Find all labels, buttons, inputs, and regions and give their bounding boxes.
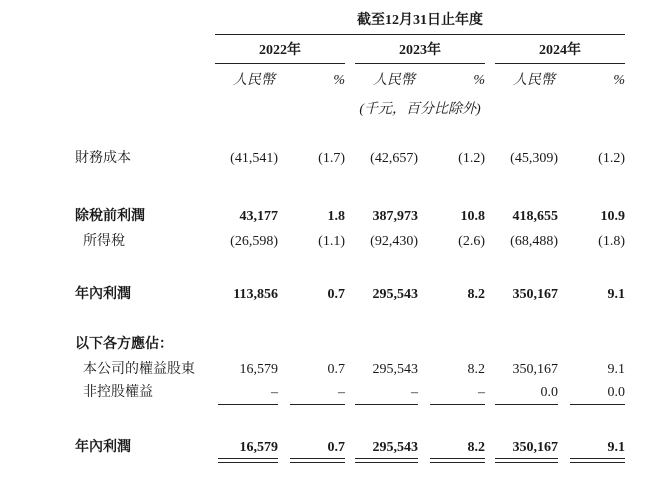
amount-cell: (26,598) [230, 234, 278, 249]
double-rule-2024-amt-bottom [495, 462, 558, 463]
amount-cell: 0.0 [540, 385, 558, 400]
percent-cell: 1.8 [327, 209, 345, 224]
double-rule-2023-amt-top [355, 458, 418, 459]
row-label: 本公司的權益股東 [83, 362, 195, 377]
amount-cell: (45,309) [510, 151, 558, 166]
amount-cell: 387,973 [372, 209, 418, 224]
amount-cell: (68,488) [510, 234, 558, 249]
amount-cell: 295,543 [372, 287, 418, 302]
period-underline [215, 34, 625, 35]
percent-cell: (1.2) [458, 151, 485, 166]
percent-header-2022: % [333, 73, 345, 88]
row-label: 以下各方應佔： [75, 337, 173, 352]
row-label: 年內利潤 [75, 440, 131, 455]
currency-header-2023: 人民幣 [373, 73, 415, 88]
currency-header-2024: 人民幣 [513, 73, 555, 88]
amount-cell: 295,543 [372, 440, 418, 455]
amount-cell: (42,657) [370, 151, 418, 166]
double-rule-2023-pct-bottom [430, 462, 485, 463]
double-rule-2024-pct-bottom [570, 462, 625, 463]
double-rule-2022-amt-top [218, 458, 278, 459]
percent-cell: 0.7 [327, 287, 345, 302]
percent-cell: (1.7) [318, 151, 345, 166]
row-label: 非控股權益 [83, 385, 153, 400]
percent-cell: 10.8 [460, 209, 485, 224]
percent-cell: 9.1 [607, 287, 625, 302]
amount-cell: – [271, 385, 278, 400]
double-rule-2023-pct-top [430, 458, 485, 459]
percent-cell: (2.6) [458, 234, 485, 249]
amount-cell: 16,579 [239, 440, 278, 455]
double-rule-2024-pct-top [570, 458, 625, 459]
row-label: 年內利潤 [75, 287, 131, 302]
amount-cell: (41,541) [230, 151, 278, 166]
currency-header-2022: 人民幣 [233, 73, 275, 88]
double-rule-2022-amt-bottom [218, 462, 278, 463]
year-2024-header: 2024年 [539, 43, 581, 58]
year-2024-underline [495, 63, 625, 64]
amount-cell: 16,579 [239, 362, 278, 377]
amount-cell: 295,543 [372, 362, 418, 377]
percent-cell: 9.1 [607, 362, 625, 377]
percent-cell: – [478, 385, 485, 400]
period-title: 截至12月31日止年度 [357, 13, 483, 28]
percent-header-2023: % [473, 73, 485, 88]
percent-cell: 10.9 [600, 209, 625, 224]
amount-cell: – [411, 385, 418, 400]
row-label: 財務成本 [75, 151, 131, 166]
percent-cell: 8.2 [467, 287, 485, 302]
percent-cell: 8.2 [467, 362, 485, 377]
subtotal-rule-2023-pct [430, 404, 485, 405]
unit-note: (千元，百分比除外) [359, 102, 481, 117]
subtotal-rule-2024-amt [495, 404, 558, 405]
year-2022-header: 2022年 [259, 43, 301, 58]
percent-cell: – [338, 385, 345, 400]
percent-cell: (1.1) [318, 234, 345, 249]
amount-cell: 350,167 [512, 440, 558, 455]
year-2022-underline [215, 63, 345, 64]
double-rule-2023-amt-bottom [355, 462, 418, 463]
subtotal-rule-2023-amt [355, 404, 418, 405]
double-rule-2024-amt-top [495, 458, 558, 459]
percent-header-2024: % [613, 73, 625, 88]
amount-cell: 350,167 [512, 287, 558, 302]
percent-cell: 8.2 [467, 440, 485, 455]
amount-cell: 113,856 [233, 287, 278, 302]
amount-cell: 350,167 [512, 362, 558, 377]
subtotal-rule-2022-pct [290, 404, 345, 405]
percent-cell: 0.0 [607, 385, 625, 400]
row-label: 所得稅 [83, 234, 125, 249]
percent-cell: 9.1 [607, 440, 625, 455]
subtotal-rule-2024-pct [570, 404, 625, 405]
percent-cell: 0.7 [327, 440, 345, 455]
percent-cell: (1.8) [598, 234, 625, 249]
subtotal-rule-2022-amt [218, 404, 278, 405]
percent-cell: (1.2) [598, 151, 625, 166]
year-2023-header: 2023年 [399, 43, 441, 58]
amount-cell: (92,430) [370, 234, 418, 249]
year-2023-underline [355, 63, 485, 64]
double-rule-2022-pct-top [290, 458, 345, 459]
double-rule-2022-pct-bottom [290, 462, 345, 463]
amount-cell: 418,655 [512, 209, 558, 224]
amount-cell: 43,177 [239, 209, 278, 224]
row-label: 除稅前利潤 [75, 209, 145, 224]
percent-cell: 0.7 [327, 362, 345, 377]
